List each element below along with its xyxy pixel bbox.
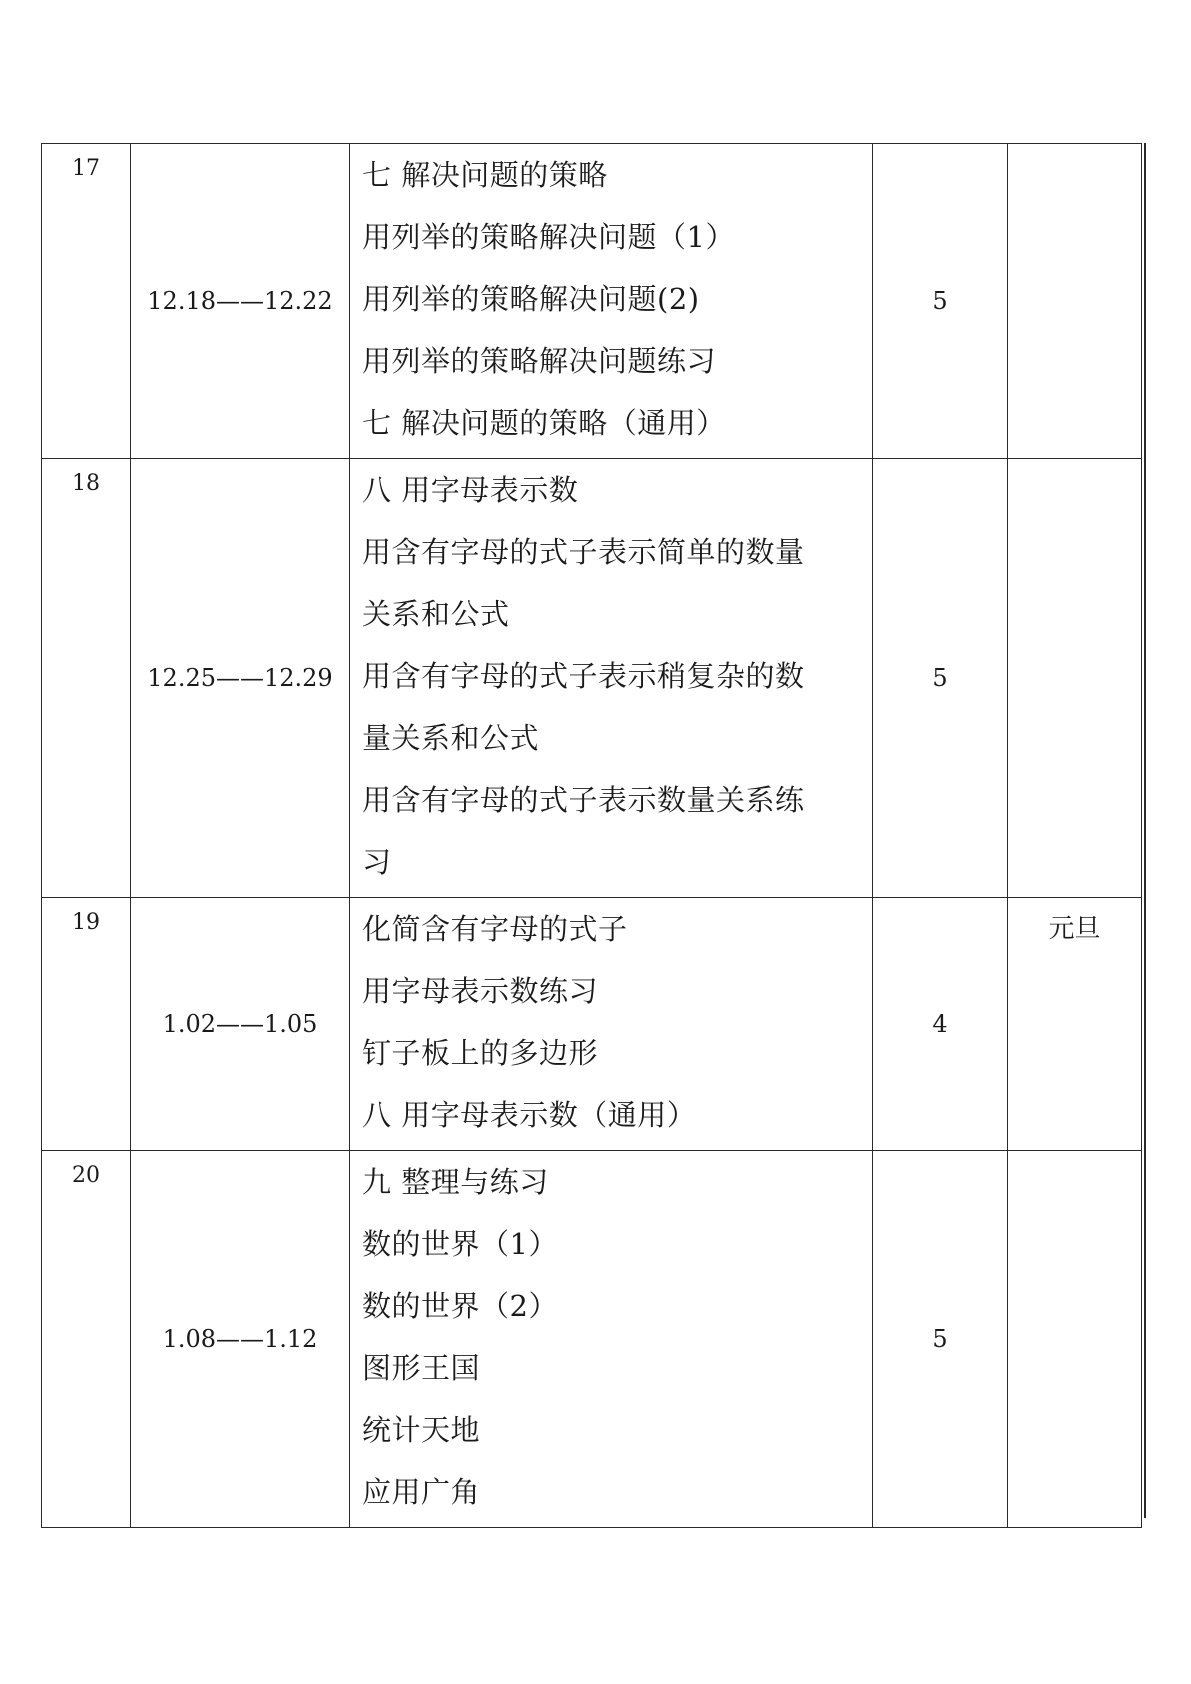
lesson-line: 数的世界（2） (362, 1289, 558, 1323)
remark: 元旦 (1008, 898, 1142, 1151)
lesson-line: 数的世界（1） (362, 1227, 558, 1261)
lesson-line: 习 (362, 845, 392, 879)
lesson-content (350, 459, 873, 898)
lesson-content (350, 898, 873, 1151)
lesson-line: 用列举的策略解决问题练习 (362, 344, 717, 378)
lesson-line: 关系和公式 (362, 597, 510, 631)
lesson-line: 八 用字母表示数 (362, 473, 579, 507)
lesson-line: 量关系和公式 (362, 721, 540, 755)
lesson-line: 用列举的策略解决问题（1） (362, 220, 735, 254)
table-row (42, 144, 1142, 459)
lesson-hours: 5 (873, 144, 1008, 459)
week-number: 19 (42, 898, 131, 1151)
lesson-line: 用含有字母的式子表示稍复杂的数 (362, 659, 805, 693)
lesson-line: 九 整理与练习 (362, 1165, 549, 1199)
lesson-line: 化简含有字母的式子 (362, 912, 628, 946)
date-range: 12.18——12.22 (131, 144, 350, 459)
lesson-hours: 4 (873, 898, 1008, 1151)
teaching-schedule-table (41, 143, 1142, 1528)
lesson-line: 七 解决问题的策略（通用） (362, 406, 726, 440)
date-range: 12.25——12.29 (131, 459, 350, 898)
date-range: 1.02——1.05 (131, 898, 350, 1151)
week-number: 20 (42, 1151, 131, 1528)
lesson-content (350, 144, 873, 459)
lesson-line: 用含有字母的式子表示简单的数量 (362, 535, 805, 569)
week-number: 18 (42, 459, 131, 898)
remark (1008, 459, 1142, 898)
table-right-border (1144, 143, 1146, 1518)
lesson-line: 应用广角 (362, 1475, 481, 1509)
lesson-line: 图形王国 (362, 1351, 481, 1385)
lesson-line: 八 用字母表示数（通用） (362, 1098, 697, 1132)
lesson-line: 用含有字母的式子表示数量关系练 (362, 783, 805, 817)
lesson-line: 统计天地 (362, 1413, 481, 1447)
remark (1008, 144, 1142, 459)
date-range: 1.08——1.12 (131, 1151, 350, 1528)
table-row (42, 1151, 1142, 1528)
lesson-content (350, 1151, 873, 1528)
lesson-hours: 5 (873, 1151, 1008, 1528)
lesson-line: 钉子板上的多边形 (362, 1036, 599, 1070)
week-number: 17 (42, 144, 131, 459)
lesson-hours: 5 (873, 459, 1008, 898)
remark (1008, 1151, 1142, 1528)
table-row (42, 898, 1142, 1151)
lesson-line: 用字母表示数练习 (362, 974, 599, 1008)
lesson-line: 用列举的策略解决问题(2) (362, 282, 700, 316)
table-row (42, 459, 1142, 898)
lesson-line: 七 解决问题的策略 (362, 158, 608, 192)
